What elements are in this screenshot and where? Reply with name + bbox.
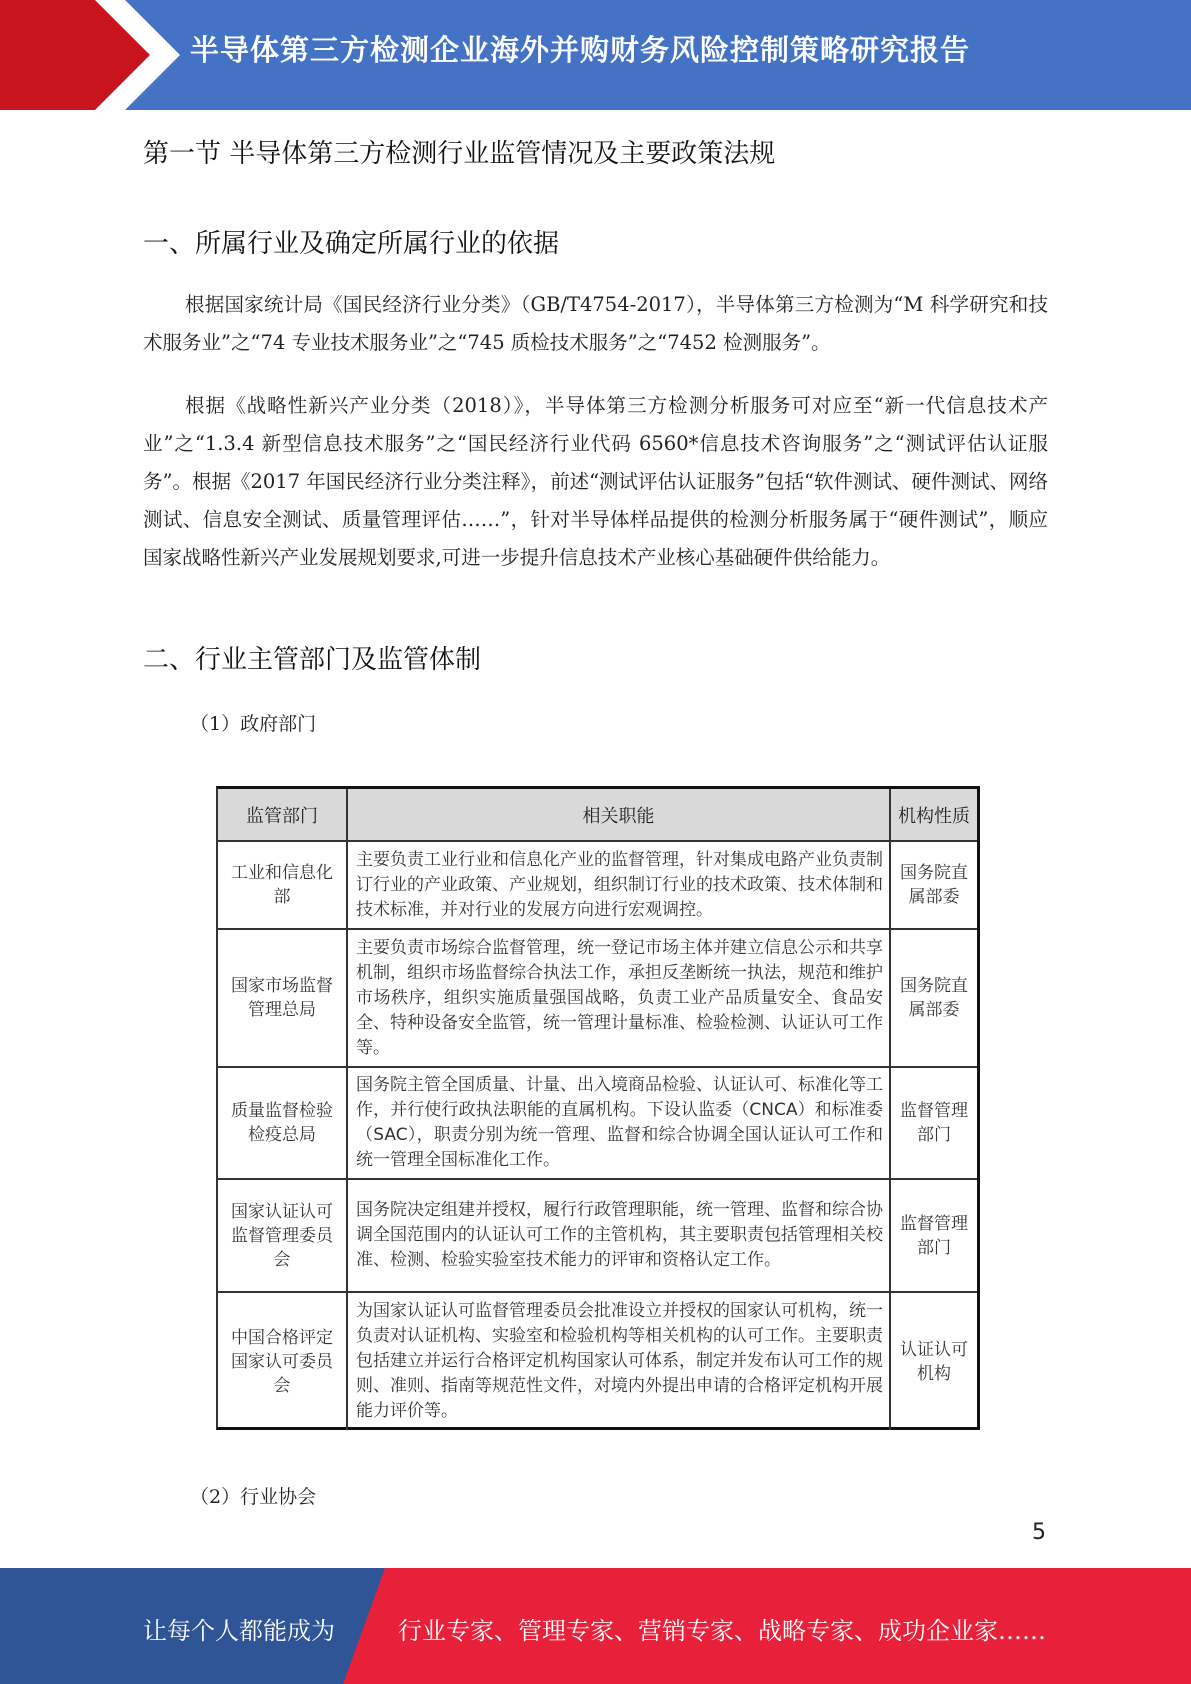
- section-title: 第一节 半导体第三方检测行业监管情况及主要政策法规: [143, 139, 776, 169]
- cell-department: 中国合格评定国家认可委员会: [218, 1292, 347, 1430]
- cell-department: 工业和信息化部: [218, 841, 347, 929]
- table-row: [218, 1179, 977, 1292]
- sublabel-government-departments: （1）政府部门: [190, 713, 317, 735]
- page-footer: [0, 1568, 1191, 1684]
- table-row: [218, 841, 977, 929]
- paragraph-strategic-industry: 根据《战略性新兴产业分类（2018）》，半导体第三方检测分析服务可对应至“新一代信息技术产业”之“1.3.4 新型信息技术服务”之“国民经济行业代码 6560*信息技术咨询服务”之“测试评估认证服务”。根据《2017 年国民经济行业分类注释》，前述“测试评估认证服务”包括“软件测试、硬件测试、网络测试、信息安全测试、质量管理评估……”，针对半导体样品提供的检测分析服务属于“硬件测试”，顺应国家战略性新兴产业发展规划要求,可进一步提升信息技术产业核心基础硬件供给能力。: [143, 394, 1048, 569]
- cell-department: 国家市场监督管理总局: [218, 929, 347, 1067]
- cell-functions: 为国家认证认可监督管理委员会批准设立并授权的国家认可机构，统一负责对认证机构、实验室和检验机构等相关机构的认可工作。主要职责包括建立并运行合格评定机构国家认可体系，制定并发布认可工作的规则、准则、指南等规范性文件，对境内外提出申请的合格评定机构开展能力评价等。: [347, 1292, 890, 1430]
- table-header-row: [218, 789, 977, 841]
- cell-functions: 国务院主管全国质量、计量、出入境商品检验、认证认可、标准化等工作，并行使行政执法职能的直属机构。下设认监委（CNCA）和标准委（SAC），职责分别为统一管理、监督和综合协调全国认证认可工作和统一管理全国标准化工作。: [347, 1067, 890, 1179]
- page-header: [0, 0, 1191, 110]
- cell-department: 质量监督检验检疫总局: [218, 1067, 347, 1179]
- cell-nature: 认证认可机构: [900, 1339, 968, 1384]
- cell-nature: 监督管理部门: [890, 1067, 977, 1179]
- table-row: [218, 1067, 977, 1179]
- column-header-department: 监管部门: [218, 789, 347, 841]
- cell-nature: 监督管理部门: [890, 1179, 977, 1292]
- page-number: 5: [1032, 1520, 1046, 1545]
- report-title: 半导体第三方检测企业海外并购财务风险控制策略研究报告: [190, 33, 971, 67]
- heading-industry-classification: 一、所属行业及确定所属行业的依据: [143, 229, 560, 259]
- column-header-nature: 机构性质: [890, 789, 977, 841]
- cell-functions: 主要负责市场综合监督管理，统一登记市场主体并建立信息公示和共享机制，组织市场监督综合执法工作，承担反垄断统一执法，规范和维护市场秩序，组织实施质量强国战略，负责工业产品质量安全、食品安全、特种设备安全监管，统一管理计量标准、检验检测、认证认可工作等。: [347, 929, 890, 1067]
- cell-nature: 国务院直属部委: [890, 929, 977, 1067]
- heading-regulatory-system: 二、行业主管部门及监管体制: [143, 645, 482, 675]
- footer-slogan-left: 让每个人都能成为: [143, 1617, 335, 1645]
- cell-functions: 国务院决定组建并授权，履行行政管理职能，统一管理、监督和综合协调全国范围内的认证认可工作的主管机构，其主要职责包括管理相关校准、检测、检验实验室技术能力的评审和资格认定工作。: [347, 1179, 890, 1292]
- cell-nature: 国务院直属部委: [890, 841, 977, 929]
- cell-functions: 主要负责工业行业和信息化产业的监督管理，针对集成电路产业负责制订行业的产业政策、产业规划，组织制订行业的技术政策、技术体制和技术标准，并对行业的发展方向进行宏观调控。: [347, 841, 890, 929]
- column-header-functions: 相关职能: [347, 789, 890, 841]
- regulatory-departments-table: [216, 786, 980, 1430]
- cell-department: 国家认证认可监督管理委员会: [218, 1179, 347, 1292]
- paragraph-industry-classification: 根据国家统计局《国民经济行业分类》（GB/T4754-2017），半导体第三方检测为“M 科学研究和技术服务业”之“74 专业技术服务业”之“745 质检技术服务”之“7452 检测服务”。: [143, 293, 1048, 354]
- table-row: [218, 1292, 977, 1430]
- table-row: [218, 929, 977, 1067]
- sublabel-industry-associations: （2）行业协会: [190, 1486, 317, 1508]
- footer-slogan-right: 行业专家、管理专家、营销专家、战略专家、成功企业家……: [398, 1617, 1046, 1645]
